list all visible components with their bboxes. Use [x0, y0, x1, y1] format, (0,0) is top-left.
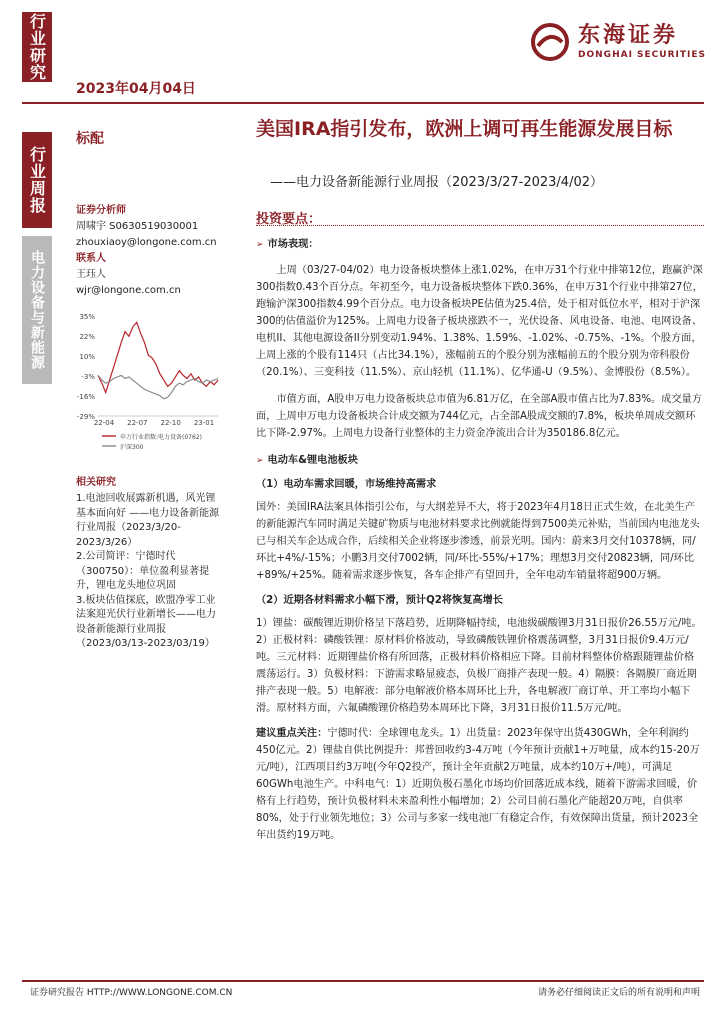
contact-name: 王珏人 — [76, 269, 106, 280]
legend-label: 申万行业指数:电力设备(0762) — [120, 434, 202, 441]
subheading-1: （1）电动车需求回暖，市场维持高需求 — [256, 479, 437, 490]
contact-label: 联系人 — [76, 253, 106, 264]
paragraph-market: 上周（03/27-04/02）电力设备板块整体上涨1.02%，在申万31个行业中排第12位，跑赢沪深300指数0.43个百分点。年初至今，电力设备板块整体下跌0.36%，在申万31个行业中排第27位，跑输沪深300指数4.99个百分点。电力设备板块PE估值为25.4倍，处于相对低位水平，相对于沪深300的估值溢价为125%。上周电力设备子板块涨跌不一，光伏设备、风电设备、电池、电网设备、电机II、其他电源设备II分别变动1.94%、1.38%、1.59%、-1.02%、-0.75%、-1%。个股方面，上周上涨的个股有114只（占比34.1%），涨幅前五的个股分别为涨幅前五的个股分别为帝科股份（20.1%）、三变科技（11.5%）、京山轻机（11.1%）、亿华通-U（9.5%）、金博股份（8.5%）。 — [256, 265, 703, 378]
arrow-icon: ➢ — [256, 456, 264, 466]
bullet-ev: ➢ 电动车&锂电池板块 — [256, 455, 358, 466]
y-tick-label: 22% — [79, 333, 95, 341]
footer-website[interactable]: 证券研究报告 HTTP://WWW.LONGONE.COM.CN — [30, 988, 233, 998]
analyst-email[interactable]: zhouxiaoy@longone.com.cn — [76, 237, 217, 248]
y-tick-label: -29% — [76, 413, 95, 421]
logo-emblem-icon — [530, 22, 570, 62]
related-research — [76, 476, 222, 652]
tab-weekly-report: 行业周报 — [22, 132, 52, 228]
related-item[interactable]: 3.板块估值探底，欧盟净零工业法案迎光伏行业新增长——电力设备新能源行业周报（2023/03/13-2023/03/19） — [76, 594, 216, 649]
report-date: 2023年04月04日 — [76, 81, 196, 97]
paragraph-ev-demand: 国外：美国IRA法案具体指引公布，与大纲差异不大，将于2023年4月18日正式生效，在北美生产的新能源汽车同时满足关键矿物质与电池材料要求比例就能得到7500美元补贴，当前国内电池龙头已与相关车企达成合作，后续相关企业将逐步渗透，前景光明。国内：蔚来3月交付10378辆，同/环比+4%/-15%；小鹏3月交付7002辆，同/环比-55%/+17%；理想3月交付20823辆，同/环比+89%/+25%。随着需求逐步恢复，各车企排产有望回升，全年电动车销量将超900万辆。 — [256, 502, 700, 581]
footer-divider — [22, 980, 704, 982]
logo-cn-text: 东海证券 — [578, 23, 679, 48]
analyst-block — [76, 204, 216, 298]
section-heading: 投资要点： — [256, 212, 322, 227]
paragraph-materials: 1）锂盐：碳酸锂近期价格呈下落趋势，近期降幅持续，电池级碳酸锂3月31日报价26.55万元/吨。2）正极材料：磷酸铁锂：原材料价格波动，导致磷酸铁锂价格震荡调整，3月31日报价9.4万元/吨。三元材料：近期锂盐价格有所回落，正极材料价格相应下降。目前材料整体价格跟随锂盐价格震荡运行。3）负极材料：下游需求略显疲态，负极厂商排产表现一般。4）隔膜：各隔膜厂商近期排产表现一般。5）电解液：部分电解液价格本周环比上升，各电解液厂商订单、开工率均小幅下滑。原材料方面，六氟磷酸锂价格趋势本周环比下降，3月31日报价11.5万元/吨。 — [256, 618, 702, 714]
footer-disclaimer: 请务必仔细阅读正文后的所有说明和声明 — [537, 988, 700, 998]
paragraph-recommend: 建议重点关注：宁德时代：全球锂电龙头。1）出货量：2023年保守出货430GWh，全年利润约450亿元。2）锂盐自供比例提升：邦普回收约3-4万吨（今年预计贡献1+万吨量，成本约15-20万元/吨），江西项目约3万吨(今年Q2投产，预计全年贡献2万吨量，成本约10万+/吨），可满足60GWh电池生产。中科电气：1）近期负极石墨化市场均价回落近成本线，随着下游需求回暖，价格有上行趋势，预计负极材料未来盈利性小幅增加；2）公司目前石墨化产能超20万吨，自供率80%，处于行业领先地位；3）公司与多家一线电池厂有稳定合作，有效保障出货量，预计2023全年出货约19万吨。 — [256, 728, 700, 841]
x-tick-label: 23-01 — [193, 419, 215, 427]
contact-email[interactable]: wjr@longone.com.cn — [76, 285, 181, 296]
x-tick-label: 22-04 — [93, 419, 115, 427]
related-label: 相关研究 — [76, 477, 116, 488]
chart-svg — [76, 310, 224, 460]
y-tick-label: -3% — [81, 373, 95, 381]
paragraph-valuation: 市值方面，A股申万电力设备板块总市值为6.81万亿，在全部A股市值占比为7.83%。成交量方面，上周申万电力设备板块合计成交额为744亿元，占全部A股成交额的7.8%，板块单周成交额环比下降-2.97%。上周电力设备行业整体的主力资金净流出合计为350186.8亿元。 — [256, 394, 702, 439]
tab-industry-research: 行业研究 — [22, 12, 52, 82]
analyst-line: 周啸宇 S0630519030001 — [76, 221, 199, 232]
main-body — [256, 236, 704, 844]
bullet-market: ➢ 市场表现： — [256, 239, 319, 250]
tab-industry-name: 电力设备与新能源 — [22, 236, 52, 384]
x-tick-label: 22-10 — [160, 419, 181, 427]
y-tick-label: -16% — [76, 393, 95, 401]
related-item[interactable]: 2.公司简评：宁德时代（300750）：单位盈利显著提升，锂电龙头地位巩固 — [76, 551, 210, 591]
legend-label: 沪深300 — [120, 444, 144, 451]
related-item[interactable]: 1.电池回收展露新机遇，风光锂基本面向好 ——电力设备新能源行业周报（2023/3/20-2023/3/26） — [76, 493, 220, 548]
arrow-icon: ➢ — [256, 240, 264, 250]
industry-rating: 标配 — [76, 131, 104, 147]
report-subtitle: ——电力设备新能源行业周报（2023/3/27-2023/4/02） — [270, 175, 604, 190]
subheading-2: （2）近期各材料需求小幅下滑，预计Q2将恢复高增长 — [256, 595, 503, 606]
section-divider — [256, 225, 704, 226]
report-title: 美国IRA指引发布，欧洲上调可再生能源发展目标 — [256, 118, 673, 140]
logo-en-text: DONGHAI SECURITIES — [578, 50, 706, 60]
performance-chart — [76, 310, 224, 460]
company-logo — [530, 22, 706, 62]
y-tick-label: 35% — [79, 313, 95, 321]
analyst-label: 证券分析师 — [76, 205, 126, 216]
x-tick-label: 22-07 — [127, 419, 148, 427]
y-tick-label: 10% — [79, 353, 95, 361]
header-divider — [22, 102, 704, 104]
